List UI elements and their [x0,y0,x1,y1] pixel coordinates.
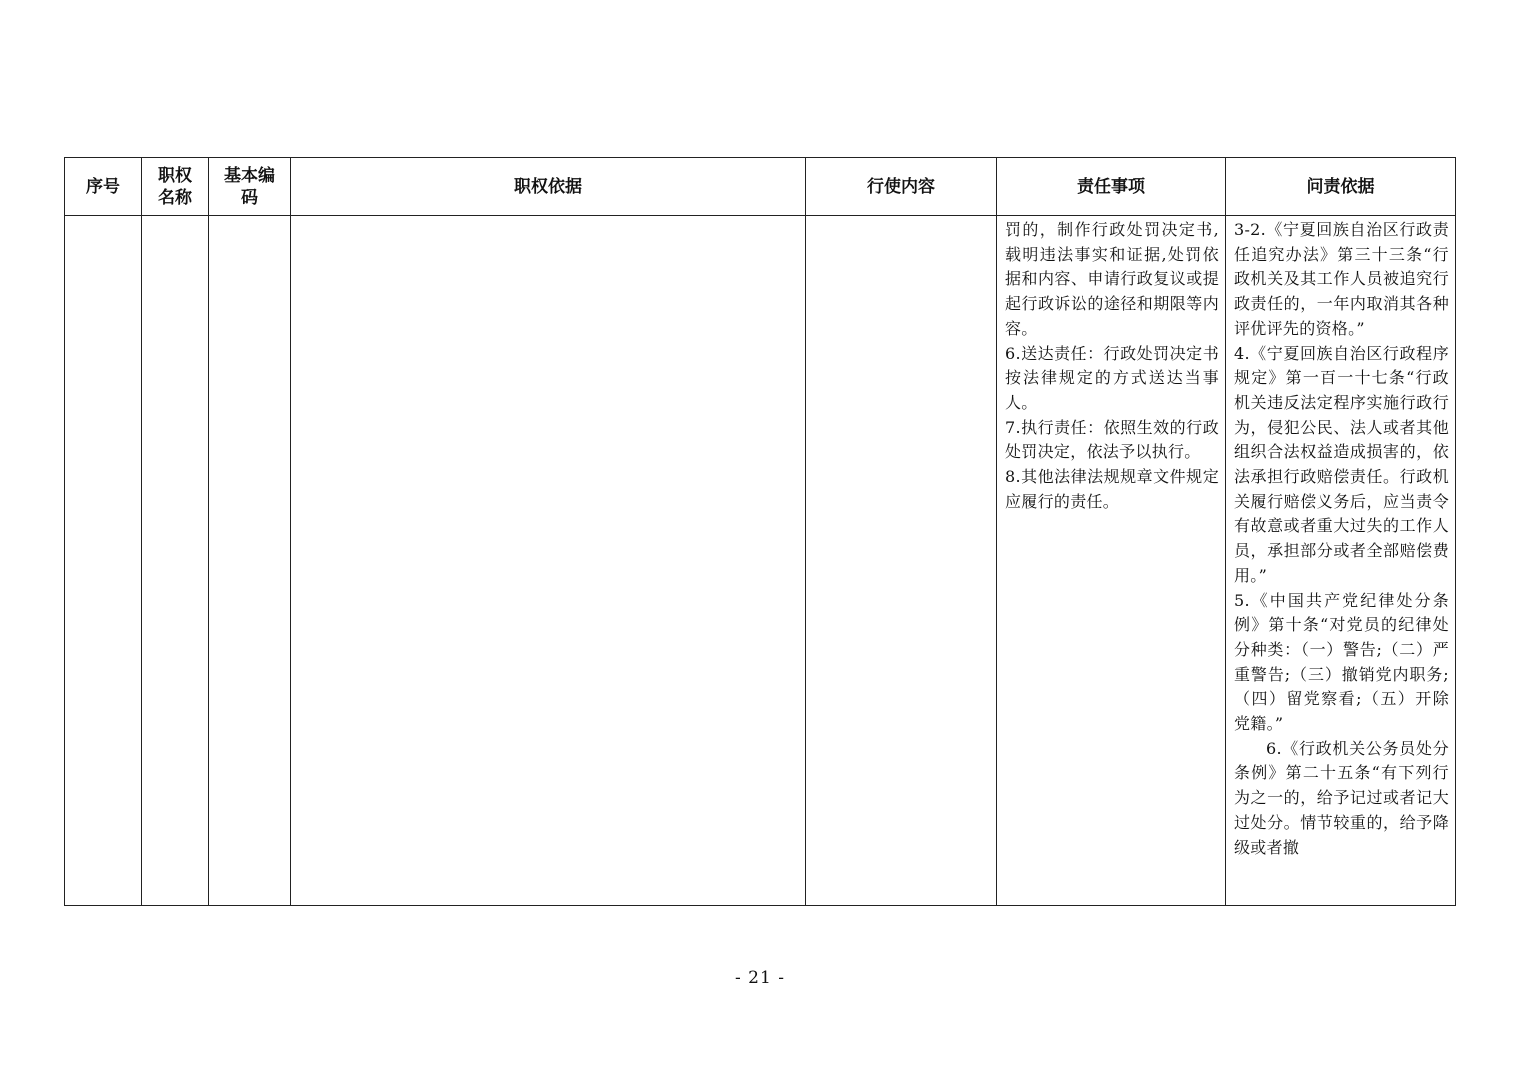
cell-accountability [1226,216,1456,906]
responsibility-item-penalty-decision: 罚的，制作行政处罚决定书,载明违法事实和证据,处罚依据和内容、申请行政复议或提起行政诉讼的途径和期限等内容。 [1005,220,1219,338]
table-header-row [65,158,1456,216]
responsibility-item-other: 8.其他法律法规规章文件规定应履行的责任。 [1005,467,1219,511]
responsibility-item-delivery: 6.送达责任：行政处罚决定书按法律规定的方式送达当事人。 [1005,343,1219,412]
header-content: 行使内容 [806,158,997,216]
page-number: - 21 - [735,968,785,988]
header-seq: 序号 [65,158,142,216]
cell-seq [65,216,142,906]
responsibility-text [997,216,1225,514]
accountability-item-3-2: 3-2.《宁夏回族自治区行政责任追究办法》第三十三条“行政机关及其工作人员被追究行政责任的，一年内取消其各种评优评先的资格。” [1234,220,1449,338]
cell-power-name [142,216,209,906]
header-code: 基本编码 [209,158,291,216]
cell-code [209,216,291,906]
accountability-item-5: 5.《中国共产党纪律处分条例》第十条“对党员的纪律处分种类：（一）警告;（二）严重警告;（三）撤销党内职务;（四）留党察看;（五）开除党籍。” [1234,590,1449,734]
cell-basis [291,216,806,906]
header-responsibility: 责任事项 [997,158,1226,216]
accountability-item-4: 4.《宁夏回族自治区行政程序规定》第一百一十七条“行政机关违反法定程序实施行政行为，侵犯公民、法人或者其他组织合法权益造成损害的，依法承担行政赔偿责任。行政机关履行赔偿义务后，应当责令有故意或者重大过失的工作人员，承担部分或者全部赔偿费用。” [1234,343,1449,585]
accountability-text [1226,216,1455,860]
table-row [65,216,1456,906]
header-power-name: 职权名称 [142,158,209,216]
responsibility-item-execution: 7.执行责任：依照生效的行政处罚决定，依法予以执行。 [1005,417,1219,462]
header-accountability: 问责依据 [1226,158,1456,216]
cell-content [806,216,997,906]
duty-table [64,157,1456,906]
cell-responsibility [997,216,1226,906]
accountability-item-6: 6.《行政机关公务员处分条例》第二十五条“有下列行为之一的，给予记过或者记大过处分。情节较重的，给予降级或者撤 [1234,738,1449,857]
header-basis: 职权依据 [291,158,806,216]
